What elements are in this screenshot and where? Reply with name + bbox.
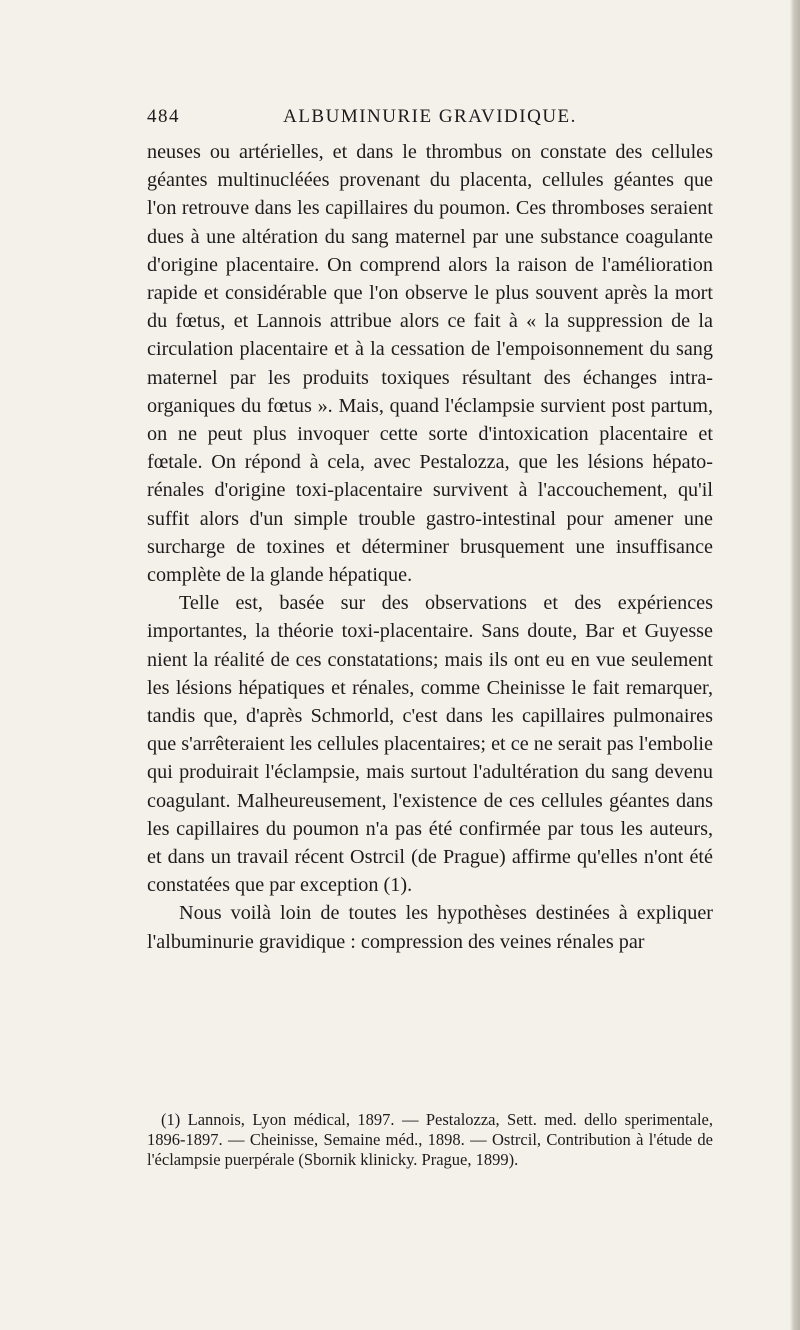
page-number: 484 (147, 106, 180, 127)
paragraph-1: neuses ou artérielles, et dans le thrombus on constate des cellules géantes multinucléées provenant du placenta, cellules géantes que l'on retrouve dans les capillaires du poumon. Ces thromboses seraient dues à une altération du sang maternel par une substance coagulante d'origine placentaire. On comprend alors la raison de l'amélioration rapide et considérable que l'on observe le plus souvent après la mort du fœtus, et Lannois attribue alors ce fait à « la suppression de la circulation placentaire et à la cessation de l'empoisonnement du sang maternel par les produits toxiques résultant des échanges intra-organiques du fœtus ». Mais, quand l'éclampsie survient post partum, on ne peut plus invoquer cette sorte d'intoxication placentaire et fœtale. On répond à cela, avec Pestalozza, que les lésions hépato-rénales d'origine toxi-placentaire survivent à l'accouchement, qu'il suffit alors d'un simple trouble gastro-intestinal pour amener une surcharge de toxines et déterminer brusquement une insuffisance complète de la glande hépatique. (147, 141, 713, 587)
footnotes (147, 1110, 713, 1170)
body-text (147, 138, 713, 956)
footnote-1: (1) Lannois, Lyon médical, 1897. — Pestalozza, Sett. med. dello sperimentale, 1896-1897. — Cheinisse, Semaine méd., 1898. — Ostrcil, Contribution à l'étude de l'éclampsie puerpérale (Sbornik klinicky. Prague, 1899). (147, 1110, 713, 1169)
page-edge-shadow (790, 0, 800, 1330)
paragraph-2: Telle est, basée sur des observations et des expériences importantes, la théorie toxi-placentaire. Sans doute, Bar et Guyesse nient la réalité de ces constatations; mais ils ont eu en vue seulement les lésions hépatiques et rénales, comme Cheinisse le fait remarquer, tandis que, d'après Schmorld, c'est dans les capillaires pulmonaires que s'arrêteraient les cellules placentaires; et ce ne serait pas l'embolie qui produirait l'éclampsie, mais surtout l'adultération du sang devenu coagulant. Malheureusement, l'existence de ces cellules géantes dans les capillaires du poumon n'a pas été confirmée par tous les auteurs, et dans un travail récent Ostrcil (de Prague) affirme qu'elles n'ont été constatées que par exception (1). (147, 592, 713, 897)
paragraph-3: Nous voilà loin de toutes les hypothèses destinées à expliquer l'albuminurie gravidique : compression des veines rénales par (147, 902, 713, 953)
running-title: ALBUMINURIE GRAVIDIQUE. (283, 106, 577, 127)
page-header (147, 106, 713, 132)
